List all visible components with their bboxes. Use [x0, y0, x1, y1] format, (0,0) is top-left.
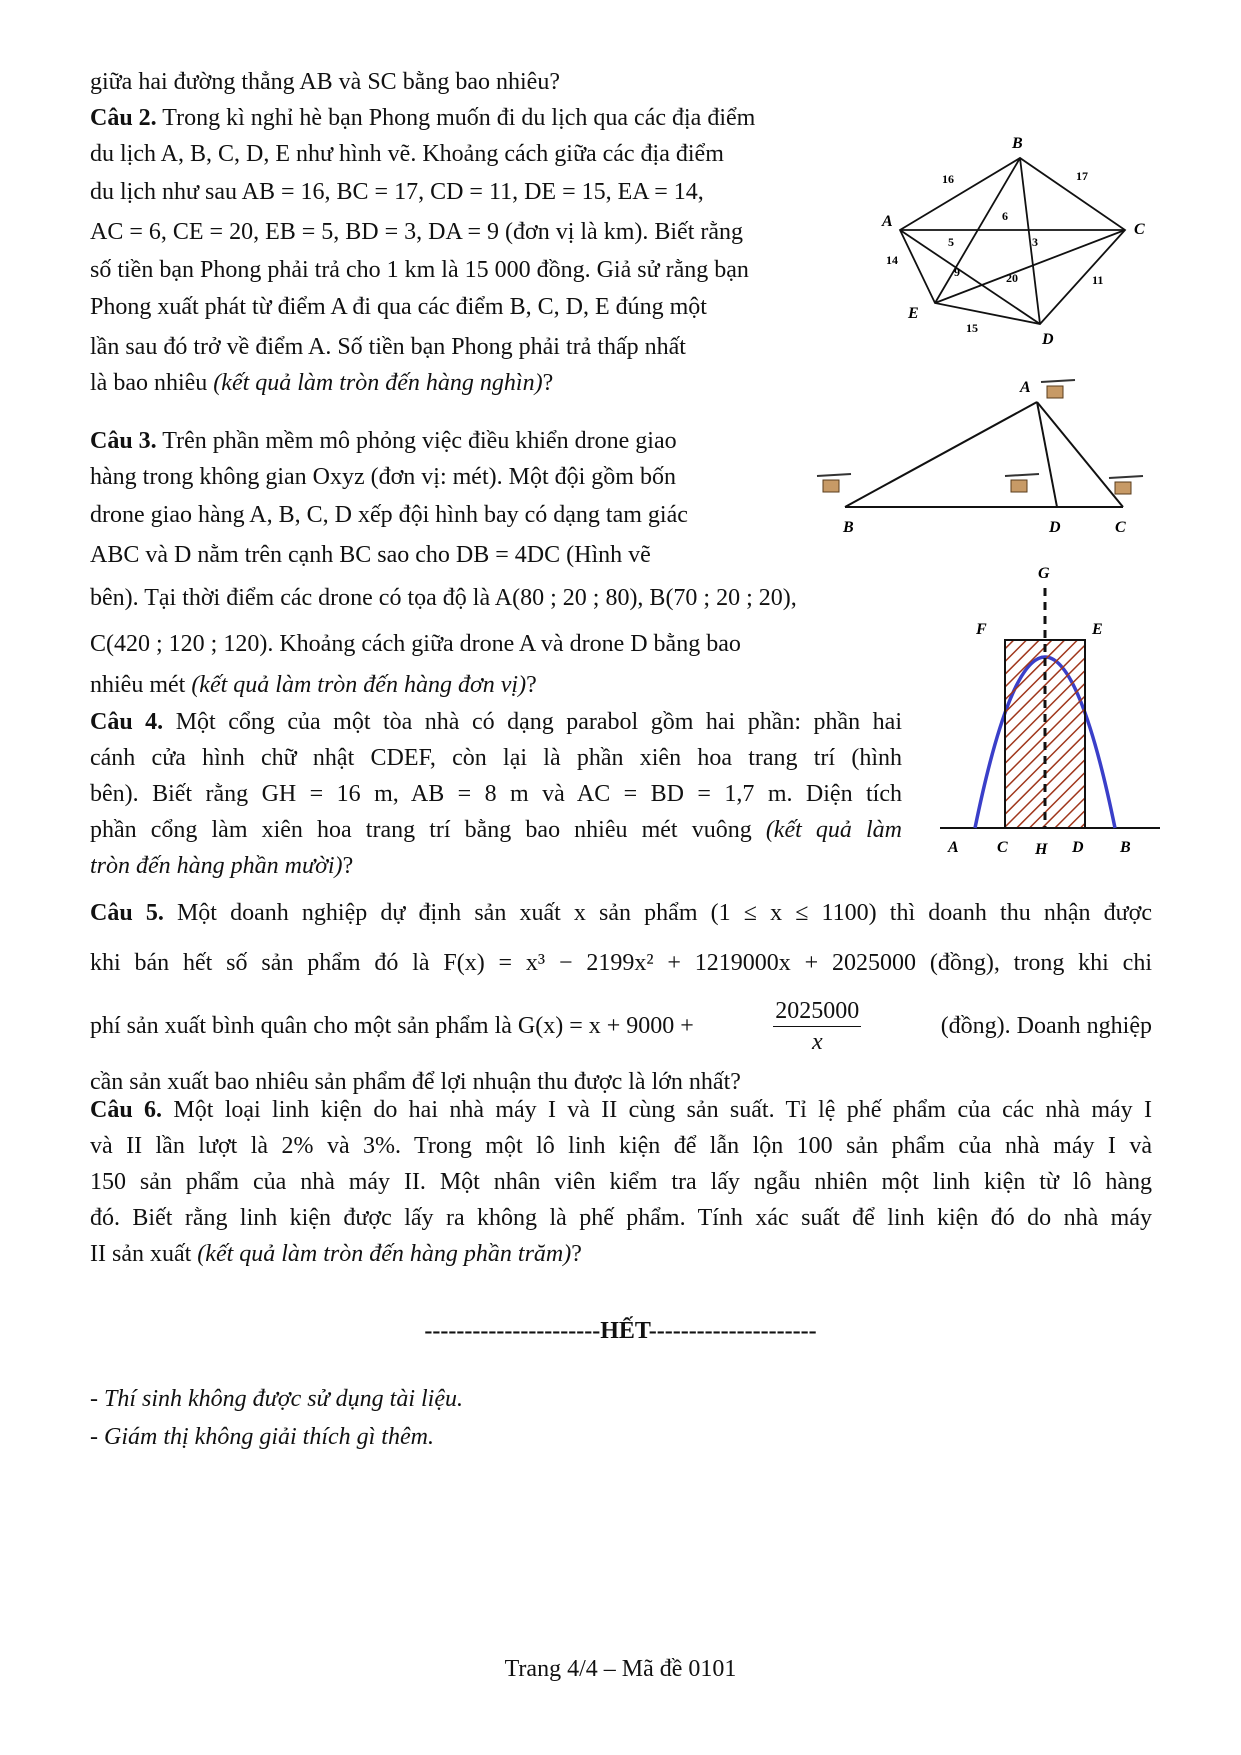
- q2-edge-eb: 5: [948, 235, 954, 249]
- prev-question-tail: giữa hai đường thẳng AB và SC bằng bao nhiêu?: [90, 69, 560, 95]
- q3-drone-figure: [815, 372, 1155, 542]
- q4-point-e: E: [1092, 621, 1103, 638]
- q2-edge-de: 15: [966, 321, 978, 335]
- question-6: Câu 6. Một loại linh kiện do hai nhà máy I và II cùng sản suất. Tỉ lệ phế phẩm của các nhà máy I và II lần lượt là 2% và 3%. Trong một lô linh kiện để lẫn lộn 100 sản phẩm của nhà máy I và 150 sản phẩm của nhà máy II. Một nhân viên kiểm tra lấy ngẫu nhiên một linh kiện từ lô hàng đó. Biết rằng linh kiện được lấy ra không là phế phẩm. Tính xác suất để linh kiện đó do nhà máy II sản xuất (kết quả làm tròn đến hàng phần trăm)?: [90, 1097, 1152, 1267]
- q4-point-d: D: [1072, 839, 1084, 856]
- q4-italic-note: tròn đến hàng phần mười): [90, 853, 343, 879]
- q2-point-e: E: [908, 305, 919, 322]
- drone-icon: [817, 474, 851, 492]
- q4-gate-figure: [940, 560, 1160, 860]
- question-5-label: Câu 5.: [90, 900, 164, 926]
- q2-edge-ab: 16: [942, 172, 954, 186]
- q3-line-4: ABC và D nằm trên cạnh BC sao cho DB = 4DC (Hình vẽ: [90, 542, 651, 568]
- q4-line-2: cánh cửa hình chữ nhật CDEF, còn lại là phần xiên hoa trang trí (hình: [90, 745, 902, 771]
- q2-edge-da: 9: [954, 265, 960, 279]
- q3-point-c: C: [1115, 519, 1126, 536]
- q6-line-4: đó. Biết rằng linh kiện được lấy ra không là phế phẩm. Tính xác suất để linh kiện đó do nhà máy: [90, 1205, 1152, 1231]
- q5-fraction-numerator: 2025000: [773, 996, 861, 1027]
- drone-icon: [1005, 474, 1039, 492]
- q3-line-2: hàng trong không gian Oxyz (đơn vị: mét). Một đội gồm bốn: [90, 464, 676, 490]
- q5-line-3-end: (đồng). Doanh nghiệp: [940, 1013, 1152, 1039]
- question-3-label: Câu 3.: [90, 428, 157, 454]
- q6-line-3: 150 sản phẩm của nhà máy II. Một nhân viên kiểm tra lấy ngẫu nhiên một linh kiện từ lô hàng: [90, 1169, 1152, 1195]
- q2-line-1: Trong kì nghỉ hè bạn Phong muốn đi du lịch qua các địa điểm: [162, 105, 756, 131]
- q3-line-1: Trên phần mềm mô phỏng việc điều khiển drone giao: [162, 428, 677, 454]
- q4-point-g: G: [1038, 565, 1050, 582]
- q5-line-2: khi bán hết số sản phẩm đó là F(x) = x³ − 2199x² + 1219000x + 2025000 (đồng), trong khi chi: [90, 950, 1152, 976]
- q3-line-6: C(420 ; 120 ; 120). Khoảng cách giữa drone A và drone D bằng bao: [90, 631, 741, 657]
- q2-line-7: lần sau đó trở về điểm A. Số tiền bạn Phong phải trả thấp nhất: [90, 334, 686, 360]
- q2-point-c: C: [1134, 221, 1145, 238]
- page-footer: Trang 4/4 – Mã đề 0101: [504, 1656, 737, 1682]
- question-2-label: Câu 2.: [90, 105, 157, 131]
- q2-edge-ce: 20: [1006, 271, 1018, 285]
- end-marker: ----------------------HẾT---------------------: [424, 1318, 817, 1344]
- q2-edge-ea: 14: [886, 253, 898, 267]
- question-4: Câu 4. Một cổng của một tòa nhà có dạng parabol gồm hai phần: phần hai cánh cửa hình chữ nhật CDEF, còn lại là phần xiên hoa trang trí (hình bên). Biết rằng GH = 16 m, AB = 8 m và AC = BD = 1,7 m. Diện tích phần cổng làm xiên hoa trang trí bằng bao nhiêu mét vuông (kết quả làm tròn đến hàng phần mười)?: [90, 709, 902, 879]
- q6-line-5: II sản xuất: [90, 1241, 192, 1267]
- q3-line-5: bên). Tại thời điểm các drone có tọa độ là A(80 ; 20 ; 80), B(70 ; 20 ; 20),: [90, 585, 797, 611]
- q2-edge-cd: 11: [1092, 273, 1104, 287]
- q2-line-6: Phong xuất phát từ điểm A đi qua các điểm B, C, D, E đúng một: [90, 294, 707, 320]
- q4-point-f: F: [976, 621, 987, 638]
- note-2: - Giám thị không giải thích gì thêm.: [90, 1424, 434, 1450]
- q4-line-3: bên). Biết rằng GH = 16 m, AB = 8 m và AC = BD = 1,7 m. Diện tích: [90, 781, 902, 807]
- q2-italic-note: (kết quả làm tròn đến hàng nghìn): [213, 370, 543, 396]
- q2-line-3: du lịch như sau AB = 16, BC = 17, CD = 11, DE = 15, EA = 14,: [90, 179, 704, 205]
- q4-line-1: Một cổng của một tòa nhà có dạng parabol gồm hai phần: phần hai: [175, 709, 902, 735]
- q2-line-4: AC = 6, CE = 20, EB = 5, BD = 3, DA = 9 (đơn vị là km). Biết rằng: [90, 219, 744, 245]
- q3-italic-note: (kết quả làm tròn đến hàng đơn vị): [191, 672, 527, 698]
- q4-point-c: C: [997, 839, 1008, 856]
- q3-point-b: B: [843, 519, 854, 536]
- question-5: [90, 888, 1152, 1100]
- q2-edge-bd: 3: [1032, 235, 1038, 249]
- q2-graph-figure: [870, 128, 1170, 348]
- q2-edge-ac: 6: [1002, 209, 1008, 223]
- q4-point-a: A: [948, 839, 959, 856]
- q4-point-h: H: [1035, 841, 1048, 858]
- exam-notes: [90, 1380, 463, 1456]
- q2-edge-bc: 17: [1076, 169, 1088, 183]
- q2-line-2: du lịch A, B, C, D, E như hình vẽ. Khoảng cách giữa các địa điểm: [90, 141, 724, 167]
- q3-point-a: A: [1020, 379, 1031, 396]
- q5-line-3: phí sản xuất bình quân cho một sản phẩm là G(x) = x + 9000 +: [90, 1013, 694, 1039]
- q2-point-a: A: [882, 213, 893, 230]
- q5-fraction: [773, 996, 861, 1057]
- q5-line-4: cần sản xuất bao nhiêu sản phẩm để lợi nhuận thu được là lớn nhất?: [90, 1069, 741, 1095]
- q3-point-d: D: [1049, 519, 1061, 536]
- drone-icon: [1109, 476, 1143, 494]
- q5-fraction-denominator: x: [811, 1028, 823, 1055]
- q2-point-b: B: [1012, 135, 1023, 152]
- q2-line-5: số tiền bạn Phong phải trả cho 1 km là 15 000 đồng. Giả sử rằng bạn: [90, 257, 749, 283]
- q6-italic-note: (kết quả làm tròn đến hàng phần trăm): [197, 1241, 572, 1267]
- q6-line-2: và II lần lượt là 2% và 3%. Trong một lô linh kiện để lẫn lộn 100 sản phẩm của nhà máy I và: [90, 1133, 1152, 1159]
- q5-line-1: Một doanh nghiệp dự định sản xuất x sản phẩm (1 ≤ x ≤ 1100) thì doanh thu nhận được: [176, 900, 1152, 926]
- question-3: Câu 3. Trên phần mềm mô phỏng việc điều khiển drone giao hàng trong không gian Oxyz (đơn vị: mét). Một đội gồm bốn drone giao hàng A, B, C, D xếp đội hình bay có dạng tam giác ABC và D nằm trên cạnh BC sao cho DB = 4DC (Hình vẽ bên). Tại thời điểm các drone có tọa độ là A(80 ; 20 ; 80), B(70 ; 20 ; 20), C(420 ; 120 ; 120). Khoảng cách giữa drone A và drone D bằng bao nhiêu mét (kết quả làm tròn đến hàng đơn vị)?: [90, 423, 910, 703]
- q3-line-3: drone giao hàng A, B, C, D xếp đội hình bay có dạng tam giác: [90, 502, 688, 528]
- question-6-label: Câu 6.: [90, 1097, 163, 1123]
- q3-line-7: nhiêu mét: [90, 672, 186, 698]
- q4-line-4: phần cổng làm xiên hoa trang trí bằng bao nhiêu mét vuông: [90, 817, 752, 843]
- drone-icon: [1041, 380, 1075, 398]
- question-2: Câu 2. Trong kì nghỉ hè bạn Phong muốn đi du lịch qua các địa điểm du lịch A, B, C, D, E như hình vẽ. Khoảng cách giữa các địa điểm du lịch như sau AB = 16, BC = 17, CD = 11, DE = 15, EA = 14, AC = 6, CE = 20, EB = 5, BD = 3, DA = 9 (đơn vị là km). Biết rằng số tiền bạn Phong phải trả cho 1 km là 15 000 đồng. Giả sử rằng bạn Phong xuất phát từ điểm A đi qua các điểm B, C, D, E đúng một lần sau đó trở về điểm A. Số tiền bạn Phong phải trả thấp nhất là bao nhiêu (kết quả làm tròn đến hàng nghìn)?: [90, 100, 850, 401]
- q6-line-1: Một loại linh kiện do hai nhà máy I và II cùng sản suất. Tỉ lệ phế phẩm của các nhà máy I: [173, 1097, 1152, 1123]
- q2-line-8: là bao nhiêu: [90, 370, 208, 396]
- question-4-label: Câu 4.: [90, 709, 164, 735]
- q2-point-d: D: [1042, 331, 1054, 348]
- q4-point-b: B: [1120, 839, 1131, 856]
- note-1: - Thí sinh không được sử dụng tài liệu.: [90, 1386, 463, 1412]
